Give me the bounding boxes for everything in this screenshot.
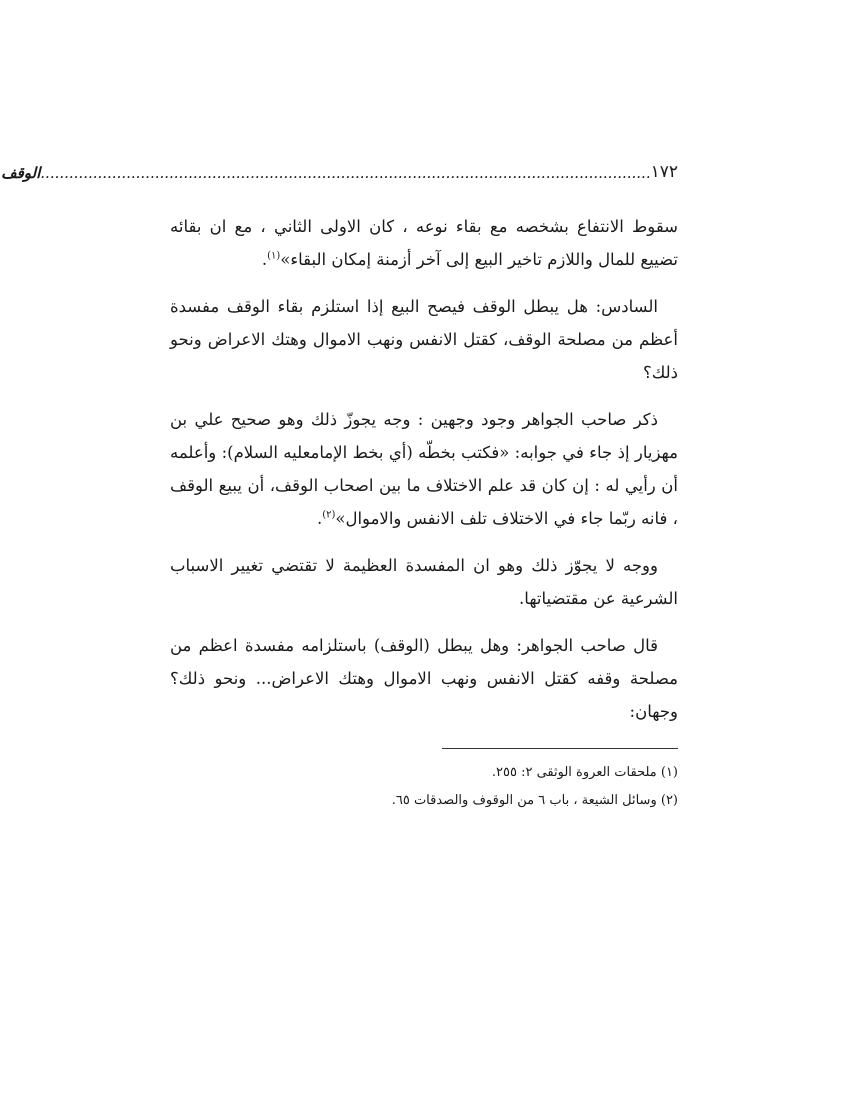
paragraph-4 [170, 549, 678, 615]
paragraph-2 [170, 290, 678, 389]
footnotes [170, 759, 678, 815]
paragraph-4-text: ووجه لا يجوّز ذلك وهو ان المفسدة العظيمة لا تقتضي تغيير الاسباب الشرعية عن مقتضياتها. [170, 556, 678, 608]
footnote-ref-2: (٢) [322, 509, 336, 521]
body-text [170, 210, 678, 728]
paragraph-2-text: السادس: هل يبطل الوقف فيصح البيع إذا استلزم بقاء الوقف مفسدة أعظم من مصلحة الوقف، كقتل الانفس ونهب الاموال وهتك الاعراض ونحو ذلك؟ [170, 297, 678, 382]
footnote-1: (١) ملحقات العروة الوثقى ٢: ٢٥٥. [491, 765, 678, 780]
paragraph-3 [170, 403, 678, 535]
paragraph-5 [170, 629, 678, 728]
document-page [1, 150, 678, 815]
chapter-title: الوقف [1, 164, 41, 182]
footnote-ref-1: (١) [267, 250, 281, 262]
footnote-2: (٢) وسائل الشيعة ، باب ٦ من الوقوف والصدقات ٦٥. [391, 793, 678, 808]
paragraph-3-tail: . [316, 509, 323, 528]
footnote-divider [442, 748, 678, 749]
paragraph-5-text: قال صاحب الجواهر: وهل يبطل (الوقف) باستلزامه مفسدة اعظم من مصلحة وقفه كقتل الانفس ونهب الاموال وهتك الاعراض... ونحو ذلك؟ وجهان: [170, 636, 678, 721]
paragraph-3-text: ذكر صاحب الجواهر وجود وجهين : وجه يجوزّ ذلك وهو صحيح علي بن مهزيار إذ جاء في جوابه: «فكتب بخطّه (أي بخط الإمامعليه السلام): وأعلمه أن رأيي له : إن كان قد علم الاختلاف ما بين اصحاب الوقف، أن يبيع الوقف ، فانه ربّما جاء في الاختلاف تلف الانفس والاموال» [170, 410, 678, 528]
page-number: ١٧٢ [650, 162, 678, 182]
leader-dots: ................................................................................................................................ [40, 164, 651, 182]
running-title [1, 164, 651, 182]
running-header [1, 150, 678, 182]
paragraph-1 [170, 210, 678, 276]
paragraph-1-text: سقوط الانتفاع بشخصه مع بقاء نوعه ، كان الاولى الثاني ، مع ان بقائه تضييع للمال واللازم تاخير البيع إلى آخر أزمنة إمكان البقاء» [170, 217, 678, 269]
paragraph-1-tail: . [261, 250, 268, 269]
